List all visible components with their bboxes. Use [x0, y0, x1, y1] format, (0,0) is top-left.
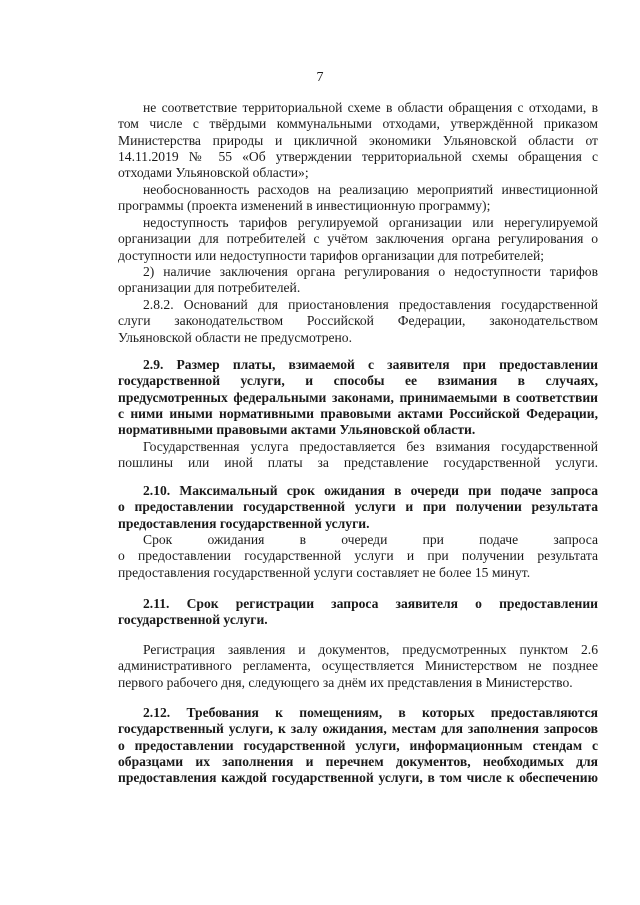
- text-line: необоснованность расходов на реализацию мероприятий инвестиционной: [143, 182, 598, 197]
- text-line: организации для потребителей.: [118, 280, 301, 296]
- text-line: слуги законодательством Российской Федерации, законодательством: [118, 313, 598, 329]
- paragraph-regulator-conclusion: [118, 264, 598, 297]
- section-heading-2-10: [118, 483, 598, 532]
- text-line: пошлины или иной платы за представление государственной услуги.: [118, 455, 598, 471]
- text-line: нормативными правовыми актами Ульяновской области.: [118, 422, 476, 438]
- paragraph-unjustified-expenses: [118, 182, 598, 215]
- text-line: предусмотренных федеральными законами, принимаемыми в соответствии: [118, 389, 598, 405]
- text-line: 2.10. Максимальный срок ожидания в очереди при подаче запроса: [143, 483, 598, 498]
- paragraph-2-8-2: [118, 297, 598, 346]
- text-line: Государственная услуга предоставляется без взимания государственной: [143, 439, 598, 454]
- text-line: Ульяновской области не предусмотрено.: [118, 329, 352, 345]
- text-line: государственной услуги.: [118, 612, 268, 628]
- text-line: предоставления государственной услуги составляет не более 15 минут.: [118, 564, 531, 580]
- text-line: образцами их заполнения и перечнем документов, необходимых для: [118, 753, 598, 769]
- text-line: 14.11.2019 № 55 «Об утверждении территориальной схемы обращения с: [118, 148, 598, 164]
- text-line: доступности или недоступности тарифов организации для потребителей;: [118, 247, 545, 263]
- section-heading-2-12: [118, 705, 598, 786]
- text-line: государственной услуги, и способы ее взимания в случаях,: [118, 373, 598, 389]
- text-line: Регистрация заявления и документов, предусмотренных пунктом 2.6: [143, 642, 598, 657]
- text-line: административного регламента, осуществляется Министерством не позднее: [118, 658, 598, 674]
- text-line: 2.9. Размер платы, взимаемой с заявителя при предоставлении: [143, 357, 598, 372]
- text-line: предоставления государственной услуги.: [118, 515, 370, 531]
- paragraph-no-fee: [118, 439, 598, 472]
- section-heading-2-11: [118, 596, 598, 629]
- text-line: 2.11. Срок регистрации запроса заявителя о предоставлении: [143, 596, 598, 611]
- section-heading-2-9: [118, 357, 598, 438]
- paragraph-wait-time: [118, 532, 598, 581]
- text-line: недоступность тарифов регулируемой организации или нерегулируемой: [143, 215, 598, 230]
- text-line: организации для потребителей с учётом заключения органа регулирования о: [118, 231, 598, 247]
- paragraph-registration: [118, 642, 598, 691]
- text-line: предоставления каждой государственной услуги, в том числе к обеспечению: [118, 770, 598, 786]
- text-line: отходами Ульяновской области»;: [118, 165, 309, 181]
- text-line: с ними иными нормативными правовыми актами Российской Федерации,: [118, 405, 598, 421]
- text-line: 2.12. Требования к помещениям, в которых предоставляются: [143, 705, 598, 720]
- text-line: 2) наличие заключения органа регулирования о недоступности тарифов: [143, 264, 598, 279]
- text-line: первого рабочего дня, следующего за днём их представления в Министерство.: [118, 674, 573, 690]
- text-line: о предоставлении государственной услуги и при получении результата: [118, 548, 598, 564]
- page-number: 7: [316, 70, 324, 85]
- text-line: о предоставлении государственной услуги, информационным стендам с: [118, 737, 598, 753]
- paragraph-waste-scheme: [118, 100, 598, 181]
- text-line: Срок ожидания в очереди при подаче запроса: [143, 532, 598, 547]
- text-line: 2.8.2. Оснований для приостановления предоставления государственной: [143, 297, 598, 312]
- text-line: государственный услуги, к залу ожидания, местам для заполнения запросов: [118, 721, 598, 737]
- text-line: о предоставлении государственной услуги и при получении результата: [118, 499, 598, 515]
- text-line: программы (проекта изменений в инвестиционную программу);: [118, 198, 491, 214]
- paragraph-tariff-unavailability: [118, 215, 598, 264]
- text-line: Министерства природы и цикличной экономики Ульяновской области от: [118, 132, 598, 148]
- text-line: не соответствие территориальной схеме в области обращения с отходами, в: [143, 100, 598, 115]
- text-line: том числе с твёрдыми коммунальными отходами, утверждённой приказом: [118, 116, 598, 132]
